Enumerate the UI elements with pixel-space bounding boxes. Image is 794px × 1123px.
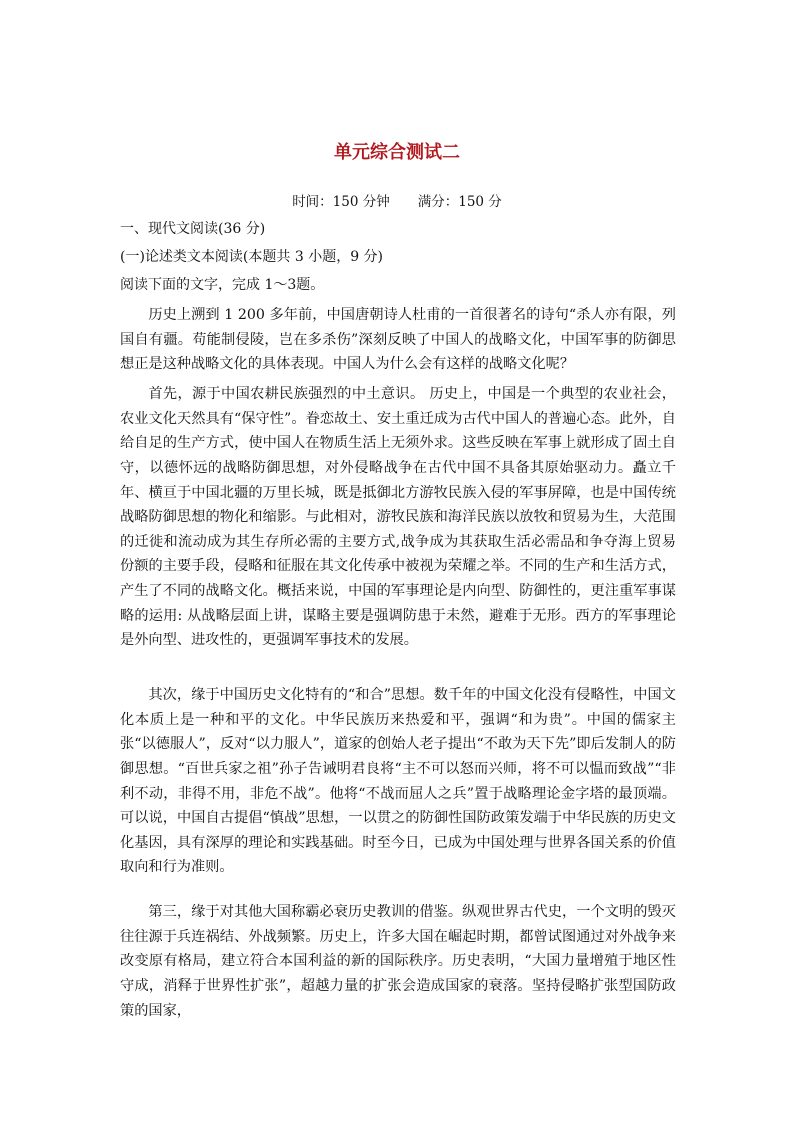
section-heading: 一、现代文阅读(36 分) — [120, 221, 266, 237]
time-label: 时间：150 分钟 — [292, 194, 390, 210]
paragraph-3: 其次，缘于中国历史文化特有的“和合”思想。数千年的中国文化没有侵略性，中国文化本质上是一种和平的文化。中华民族历来热爱和平，强调“和为贵”。中国的儒家主张“以德服人”，反对“以力服人”，道家的创始人老子提出“不敢为天下先”即后发制人的防御思想。“百世兵家之祖”孙子告诫明君良将“主不可以怒而兴师，将不可以愠而致战”“非利不动，非得不用，非危不战”。他将“不战而屈人之兵”置于战略理论金字塔的最顶端。可以说，中国自古提倡“慎战”思想，一以贯之的防御性国防政策发端于中华民族的历史文化基因，具有深厚的理论和实践基础。时至今日，已成为中国处理与世界各国关系的价值取向和行为准则。 — [120, 687, 676, 876]
score-label: 满分：150 分 — [417, 194, 502, 210]
paragraph-2: 首先，源于中国农耕民族强烈的中土意识。 历史上，中国是一个典型的农业社会，农业文化天然具有“保守性”。眷恋故土、安土重迁成为古代中国人的普遍心态。此外，自给自足的生产方式，使中国人在物质生活上无须外求。这些反映在军事上就形成了固土自守，以德怀远的战略防御思想，对外侵略战争在古代中国不具备其原始驱动力。矗立千年、横亘于中国北疆的万里长城，既是抵御北方游牧民族入侵的军事屏障，也是中国传统战略防御思想的物化和缩影。与此相对，游牧民族和海洋民族以放牧和贸易为生，大范围的迁徙和流动成为其生存所必需的主要方式,战争成为其获取生活必需品和争夺海上贸易份额的主要手段，侵略和征服在其文化传承中被视为荣耀之举。不同的生产和生活方式，产生了不同的战略文化。概括来说，中国的军事理论是内向型、防御性的，更注重军事谋略的运用: 从战略层面上讲，谋略主要是强调防患于未然，避难于无形。西方的军事理论是外向型、进攻性的，更强调军事技术的发展。 — [120, 386, 676, 649]
document-title: 单元综合测试二 — [334, 142, 460, 163]
exam-meta — [0, 190, 794, 210]
reading-instruction: 阅读下面的文字，完成 1～3题。 — [120, 277, 325, 293]
paragraph-1: 历史上溯到 1 200 多年前，中国唐朝诗人杜甫的一首很著名的诗句“杀人亦有限，列国自有疆。苟能制侵陵，岂在多杀伤”深刻反映了中国人的战略文化，中国军事的防御思想正是这种战略文化的具体表现。中国人为什么会有这样的战略文化呢？ — [120, 307, 676, 373]
subsection-heading: (一)论述类文本阅读(本题共 3 小题，9 分) — [120, 249, 384, 265]
paragraph-4: 第三，缘于对其他大国称霸必衰历史教训的借鉴。纵观世界古代史，一个文明的毁灭往往源于兵连祸结、外战频繁。历史上，许多大国在崛起时期，都曾试图通过对外战争来改变原有格局，建立符合本国利益的新的国际秩序。历史表明，“大国力量增殖于地区性守成，消释于世界性扩张”，超越力量的扩张会造成国家的衰落。坚持侵略扩张型国防政策的国家， — [120, 904, 676, 1019]
